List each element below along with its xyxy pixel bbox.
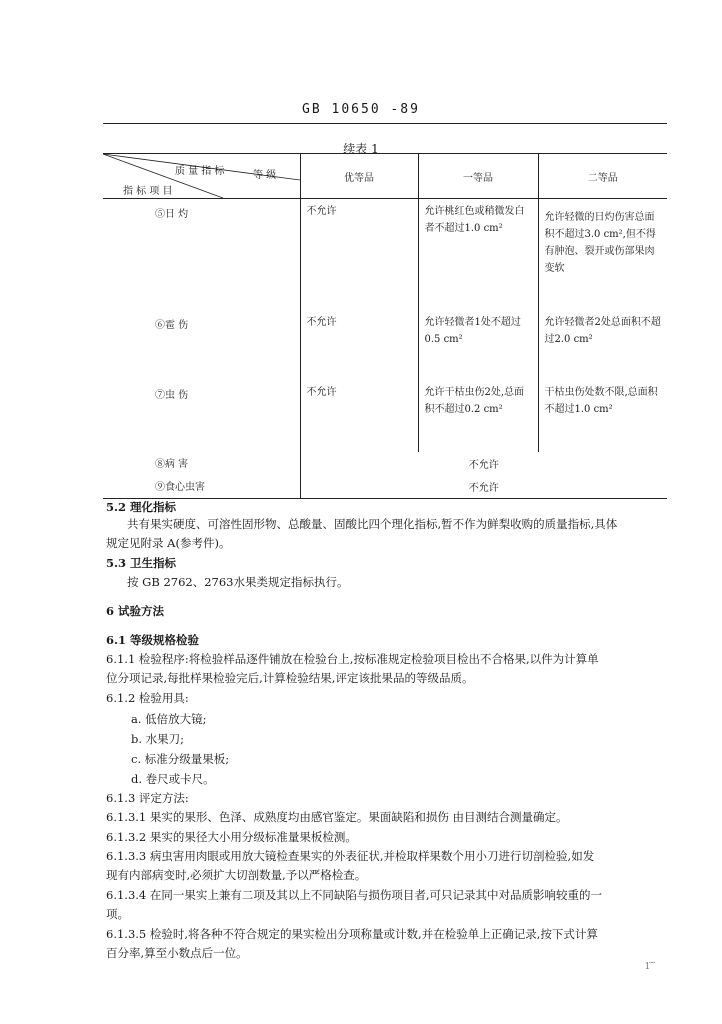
col-header-first: 一等品 [418,154,538,199]
paragraph-line: 6.1.1 检验程序:将检验样品逐件铺放在检验台上,按标准规定检验项目检出不合格果,以件为计算单 [106,652,599,666]
paragraph-line: 6.1.3 评定方法: [106,791,189,805]
table-continued-title: 续表 1 [343,142,379,156]
list-item: b. 水果刀; [131,732,185,746]
paragraph-line: 共有果实硬度、可溶性固形物、总酸量、固酸比四个理化指标,暂不作为鲜梨收购的质量指标,具体 [127,517,618,531]
cell-first: 允许桃红色或稍微发白者不超过1.0 cm² [418,199,538,310]
paragraph-line: 现有内部病变时,必须扩大切剖数量,予以严格检查。 [106,868,367,882]
row-name: ⑤日 灼 [155,209,189,220]
section-5-2-title: 5.2 理化指标 [106,500,177,514]
paragraph-line: 项。 [106,907,129,921]
paragraph-line: 按 GB 2762、2763水果类规定指标执行。 [127,575,349,589]
diagonal-header-cell [103,154,300,199]
table-row [103,199,667,310]
row-name: ⑦虫 伤 [155,389,189,401]
standard-code: GB 10650 -89 [302,102,420,117]
table-row [103,380,667,452]
row-name: ⑧病 害 [155,458,189,470]
cell-merged: 不允许 [300,452,667,475]
table-header-row [103,154,667,199]
section-5-3-title: 5.3 卫生指标 [106,556,177,570]
col-header-premium: 优等品 [300,154,418,199]
cell-premium: 不允许 [300,380,418,452]
paragraph-line: 6.1.2 检验用具: [106,691,189,705]
paragraph-line: 6.1.3.5 检验时,将各种不符合规定的果实检出分项称量或计数,并在检验单上正确记录,按下式计算 [106,927,598,941]
diag-label-quality: 质 量 指 标 [175,166,225,177]
list-item: c. 标准分级量果板; [131,752,230,766]
cell-first: 允许轻微者1处不超过0.5 cm² [418,310,538,380]
col-header-second: 二等品 [538,154,667,199]
cell-second: 允许轻微的日灼伤害总面积不超过3.0 cm²,但不得有肿泡、裂开或伤部果肉变软 [538,199,667,310]
page-number: 1 ̈ ̈ [644,962,656,972]
list-item: a. 低倍放大镜; [131,712,207,726]
diag-label-grade: 等 级 [253,170,277,181]
cell-merged: 不允许 [300,475,667,499]
diag-label-item: 指 标 项 目 [123,186,173,197]
header-rule [103,123,667,124]
section-6-1-title: 6.1 等级规格检验 [106,633,200,647]
paragraph-line: 位分项记录,每批样果检验完后,计算检验结果,评定该批果品的等级品质。 [106,671,474,685]
table-row [103,475,667,499]
paragraph-line: 规定见附录 A(参考件)。 [106,536,231,550]
cell-second: 允许轻微者2处总面积不超过2.0 cm² [538,310,667,380]
paragraph-line: 百分率,算至小数点后一位。 [106,946,248,960]
list-item: d. 卷尺或卡尺。 [131,772,215,786]
table-row [103,310,667,380]
cell-premium: 不允许 [300,310,418,380]
cell-first: 允许干枯虫伤2处,总面积不超过0.2 cm² [418,380,538,452]
row-name: ⑨食心虫害 [103,475,300,499]
paragraph-line: 6.1.3.1 果实的果形、色泽、成熟度均由感官鉴定。果面缺陷和损伤 由目测结合测量确定。 [106,810,568,824]
cell-premium: 不允许 [300,199,418,310]
paragraph-line: 6.1.3.4 在同一果实上兼有二项及其以上不同缺陷与损伤项目者,可只记录其中对品质影响较重的一 [106,888,603,902]
quality-table [103,153,667,499]
paragraph-line: 6.1.3.3 病虫害用肉眼或用放大镜检查果实的外表征状,并检取样果数个用小刀进行切剖检验,如发 [106,849,595,863]
paragraph-line: 6.1.3.2 果实的果径大小用分级标准量果板检测。 [106,830,357,844]
row-name: ⑥雹 伤 [155,319,189,331]
section-6-title: 6 试验方法 [106,604,165,618]
cell-second: 干枯虫伤处数不限,总面积不超过1.0 cm² [538,380,667,452]
table-row [103,452,667,475]
